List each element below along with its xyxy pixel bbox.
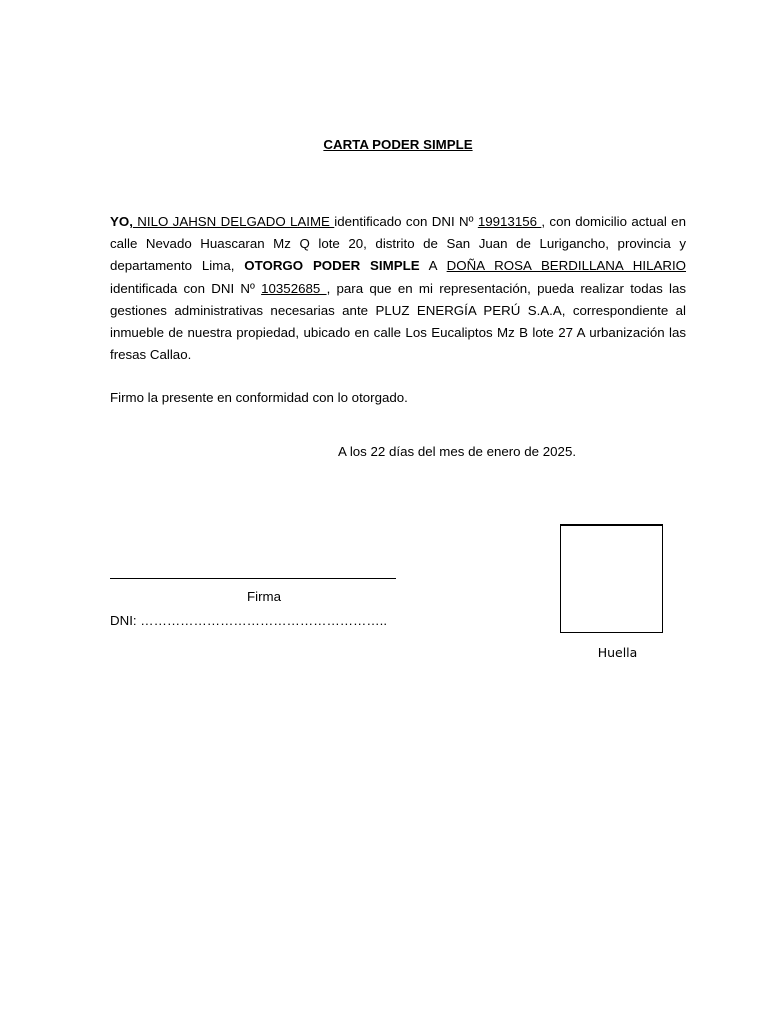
signature-label: Firma [247,589,281,604]
page-title: CARTA PODER SIMPLE [323,137,473,152]
fingerprint-label: Huella [597,645,638,660]
a-text: A [419,258,447,274]
closing-statement: Firmo la presente en conformidad con lo otorgado. [110,390,408,405]
fingerprint-box [560,524,663,633]
dni-line: DNI: ……………………………………………….. [110,613,388,628]
grantee-dni: 10352685 [261,280,327,296]
body-paragraph [110,211,686,366]
rest-text: , para que en mi representación, pueda realizar todas las gestiones administrativas necesarias ante PLUZ ENERGÍA PERÚ S.A.A, correspondiente al inmueble de nuestra propiedad, ubicado en calle Los Eucaliptos Mz B lote 27 A urbanización las fresas Callao. [110,280,686,363]
identificado-text: identificado con DNI Nº [334,214,478,229]
identificada-text: identificada con DNI Nº [110,280,262,296]
signature-line [110,578,396,579]
yo-label: YO, [110,214,133,229]
grantee-name: DOÑA ROSA BERDILLANA HILARIO [446,258,687,274]
grantor-dni: 19913156 [477,214,542,229]
grantor-name: NILO JAHSN DELGADO LAIME [132,214,335,229]
domicilio-text: , con domicilio actual en calle Nevado Huascaran Mz Q lote 20, distrito de San Juan de Lurigancho, provincia y departamento Lima, [110,214,686,274]
date-line: A los 22 días del mes de enero de 2025. [338,444,577,459]
otorgo-poder-text: OTORGO PODER SIMPLE [244,258,420,274]
